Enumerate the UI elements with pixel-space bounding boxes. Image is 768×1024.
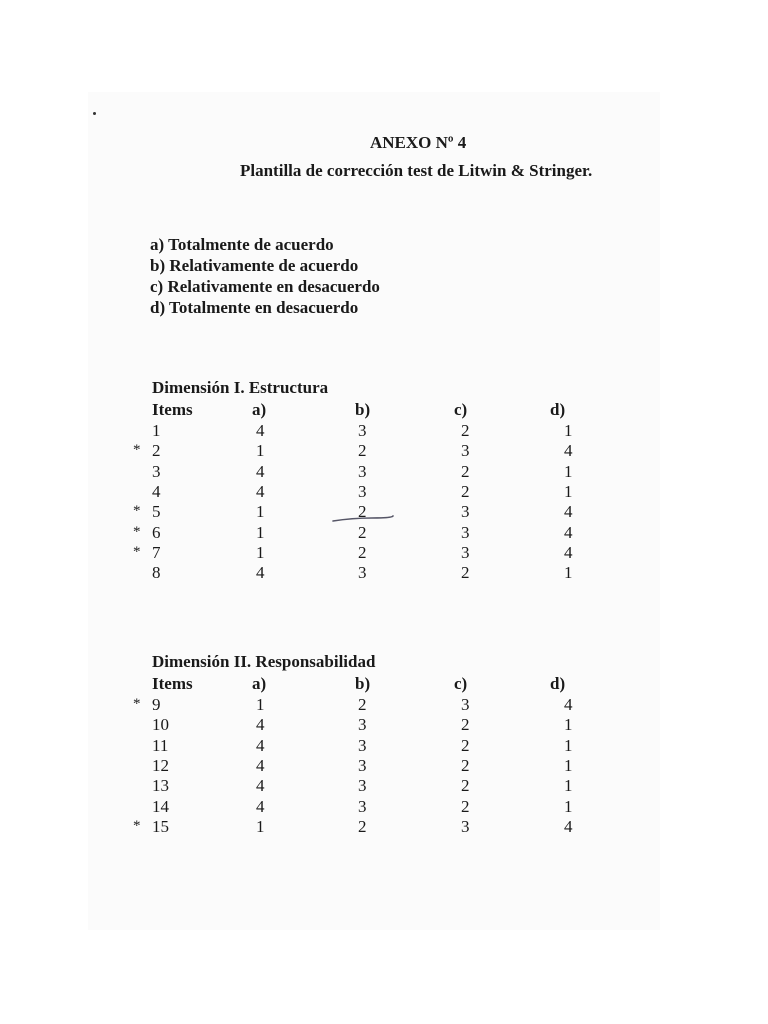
score-a: 1 bbox=[256, 695, 265, 714]
item-number: 13 bbox=[152, 776, 169, 796]
reverse-scored-marker: * bbox=[133, 543, 141, 560]
option-d: d) Totalmente en desacuerdo bbox=[150, 298, 359, 317]
table-row bbox=[0, 736, 768, 756]
score-a: 4 bbox=[256, 481, 265, 501]
score-d: 1 bbox=[564, 796, 573, 816]
table-row bbox=[0, 563, 768, 583]
item-number: 10 bbox=[152, 715, 169, 735]
table-row bbox=[0, 715, 768, 735]
page-subtitle: Plantilla de corrección test de Litwin & Stringer. bbox=[240, 161, 593, 180]
item-number: 8 bbox=[152, 563, 161, 583]
item-number: 11 bbox=[152, 735, 169, 755]
score-a: 4 bbox=[256, 755, 265, 775]
table-row bbox=[0, 421, 768, 441]
score-c: 2 bbox=[461, 776, 470, 796]
col-header-b: b) bbox=[355, 400, 371, 419]
score-c: 3 bbox=[461, 441, 470, 461]
item-number: 9 bbox=[152, 695, 161, 714]
score-b: 3 bbox=[358, 796, 367, 816]
score-a: 4 bbox=[256, 796, 265, 816]
score-b: 2 bbox=[358, 542, 367, 562]
dimension-2-header-row bbox=[0, 674, 768, 694]
col-header-items: Items bbox=[152, 400, 193, 419]
score-c: 2 bbox=[461, 755, 470, 775]
option-b: b) Relativamente de acuerdo bbox=[150, 256, 359, 275]
item-number: 1 bbox=[152, 421, 161, 440]
score-d: 1 bbox=[564, 481, 573, 501]
score-c: 3 bbox=[461, 542, 470, 562]
col-header-a: a) bbox=[252, 674, 267, 693]
col-header-b: b) bbox=[355, 674, 371, 693]
option-a: a) Totalmente de acuerdo bbox=[150, 235, 334, 254]
score-c: 2 bbox=[461, 735, 470, 755]
item-number: 7 bbox=[152, 542, 161, 562]
score-a: 4 bbox=[256, 421, 265, 440]
reverse-scored-marker: * bbox=[133, 817, 141, 834]
item-number: 4 bbox=[152, 481, 161, 501]
score-b: 3 bbox=[358, 776, 367, 796]
score-a: 1 bbox=[256, 502, 265, 522]
item-number: 14 bbox=[152, 796, 169, 816]
page-title: ANEXO Nº 4 bbox=[370, 133, 467, 152]
item-number: 12 bbox=[152, 755, 169, 775]
item-number: 6 bbox=[152, 522, 161, 542]
score-d: 1 bbox=[564, 715, 573, 735]
score-a: 4 bbox=[256, 715, 265, 735]
score-d: 4 bbox=[564, 502, 573, 522]
table-row bbox=[0, 756, 768, 776]
col-header-c: c) bbox=[454, 674, 468, 693]
score-b: 2 bbox=[358, 522, 367, 542]
scan-speck bbox=[93, 112, 96, 115]
score-a: 1 bbox=[256, 441, 265, 461]
pen-underline-mark bbox=[332, 515, 394, 523]
score-a: 4 bbox=[256, 776, 265, 796]
item-number: 15 bbox=[152, 816, 169, 836]
score-a: 4 bbox=[256, 461, 265, 481]
score-b: 2 bbox=[358, 502, 367, 522]
table-row bbox=[0, 441, 768, 461]
col-header-a: a) bbox=[252, 400, 267, 419]
dimension-1-title: Dimensión I. Estructura bbox=[152, 378, 329, 397]
score-b: 2 bbox=[358, 695, 367, 714]
table-row bbox=[0, 695, 768, 715]
score-d: 1 bbox=[564, 461, 573, 481]
reverse-scored-marker: * bbox=[133, 503, 141, 520]
score-c: 3 bbox=[461, 695, 470, 714]
score-b: 3 bbox=[358, 715, 367, 735]
reverse-scored-marker: * bbox=[133, 523, 141, 540]
col-header-d: d) bbox=[550, 674, 566, 693]
score-b: 2 bbox=[358, 441, 367, 461]
reverse-scored-marker: * bbox=[133, 442, 141, 459]
score-d: 1 bbox=[564, 563, 573, 583]
score-d: 1 bbox=[564, 735, 573, 755]
score-c: 2 bbox=[461, 421, 470, 440]
score-c: 3 bbox=[461, 502, 470, 522]
table-row bbox=[0, 776, 768, 796]
score-b: 3 bbox=[358, 481, 367, 501]
score-b: 3 bbox=[358, 461, 367, 481]
score-c: 2 bbox=[461, 563, 470, 583]
score-b: 3 bbox=[358, 421, 367, 440]
col-header-items: Items bbox=[152, 674, 193, 693]
score-d: 4 bbox=[564, 441, 573, 461]
col-header-c: c) bbox=[454, 400, 468, 419]
table-row bbox=[0, 482, 768, 502]
table-row bbox=[0, 462, 768, 482]
dimension-1-header-row bbox=[0, 400, 768, 420]
table-row bbox=[0, 817, 768, 837]
score-c: 2 bbox=[461, 796, 470, 816]
score-a: 1 bbox=[256, 816, 265, 836]
table-row bbox=[0, 523, 768, 543]
score-c: 2 bbox=[461, 481, 470, 501]
score-d: 1 bbox=[564, 776, 573, 796]
score-d: 1 bbox=[564, 421, 573, 440]
item-number: 2 bbox=[152, 441, 161, 461]
score-d: 4 bbox=[564, 542, 573, 562]
score-c: 3 bbox=[461, 522, 470, 542]
score-d: 4 bbox=[564, 522, 573, 542]
table-row bbox=[0, 797, 768, 817]
score-d: 4 bbox=[564, 695, 573, 714]
option-c: c) Relativamente en desacuerdo bbox=[150, 277, 380, 296]
answer-options-list bbox=[150, 234, 380, 318]
score-a: 1 bbox=[256, 522, 265, 542]
score-c: 2 bbox=[461, 461, 470, 481]
score-c: 3 bbox=[461, 816, 470, 836]
score-b: 3 bbox=[358, 735, 367, 755]
item-number: 3 bbox=[152, 461, 161, 481]
score-d: 1 bbox=[564, 755, 573, 775]
col-header-d: d) bbox=[550, 400, 566, 419]
score-b: 2 bbox=[358, 816, 367, 836]
dimension-2-title: Dimensión II. Responsabilidad bbox=[152, 652, 376, 671]
score-b: 3 bbox=[358, 755, 367, 775]
score-a: 1 bbox=[256, 542, 265, 562]
table-row bbox=[0, 543, 768, 563]
score-d: 4 bbox=[564, 816, 573, 836]
score-b: 3 bbox=[358, 563, 367, 583]
score-a: 4 bbox=[256, 563, 265, 583]
item-number: 5 bbox=[152, 502, 161, 522]
score-c: 2 bbox=[461, 715, 470, 735]
score-a: 4 bbox=[256, 735, 265, 755]
reverse-scored-marker: * bbox=[133, 696, 141, 712]
